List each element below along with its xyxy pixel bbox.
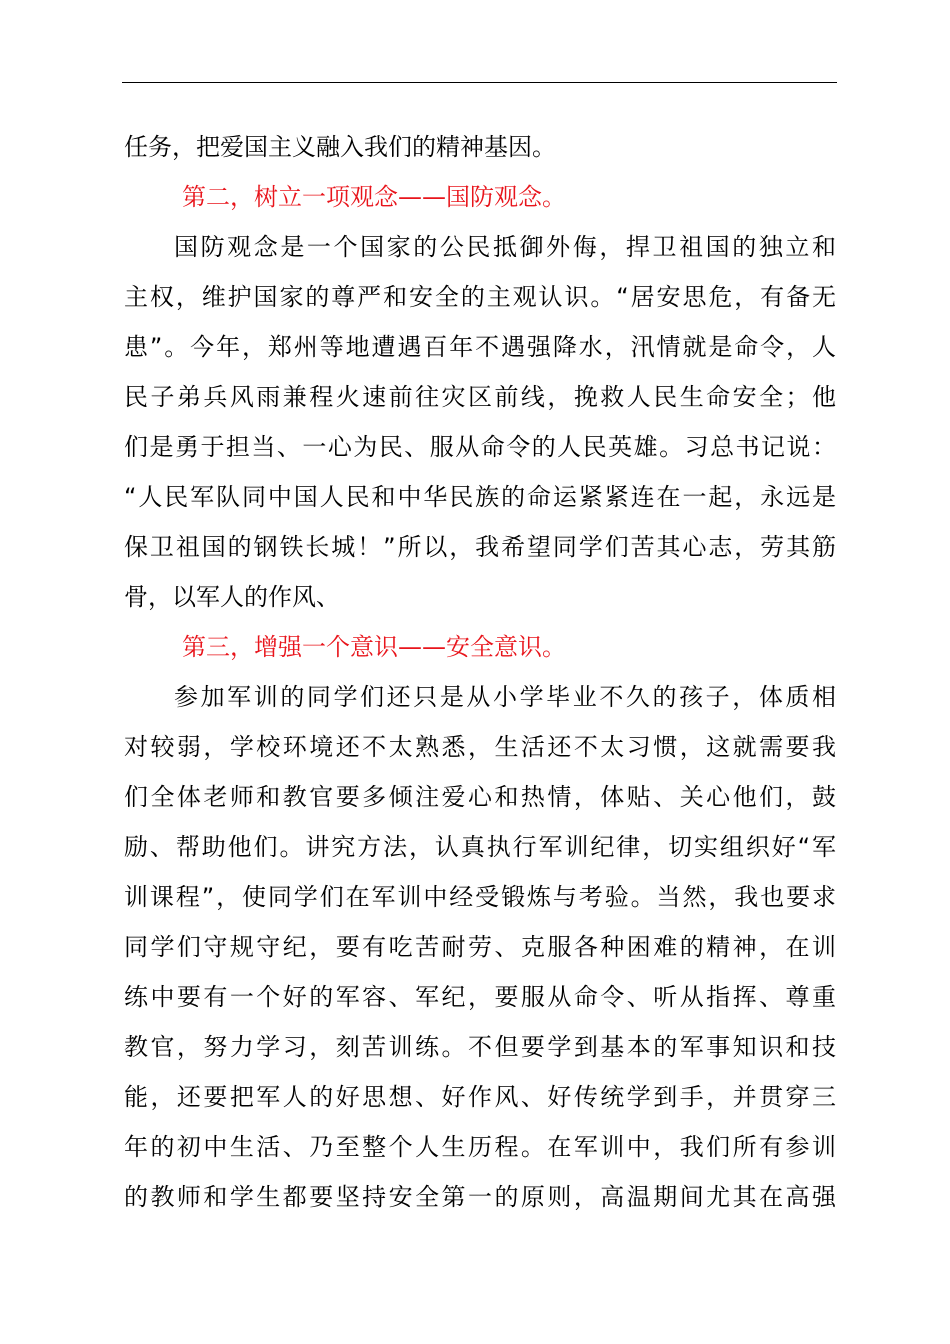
text-line: 主权，维护国家的尊严和安全的主观认识。“居安思危，有备无: [124, 283, 836, 311]
section-heading-3: 第三，增强一个意识——安全意识。: [182, 633, 566, 661]
section-heading-2: 第二，树立一项观念——国防观念。: [182, 183, 566, 211]
text-line: 保卫祖国的钢铁长城！”所以，我希望同学们苦其心志，劳其筋: [124, 533, 836, 561]
text-line: 参加军训的同学们还只是从小学毕业不久的孩子，体质相: [174, 683, 836, 711]
header-rule: [122, 82, 837, 83]
text-line: 对较弱，学校环境还不太熟悉，生活还不太习惯，这就需要我: [124, 733, 836, 761]
text-line: 训课程”，使同学们在军训中经受锻炼与考验。当然，我也要求: [124, 883, 836, 911]
text-line: 们全体老师和教官要多倾注爱心和热情，体贴、关心他们，鼓: [124, 783, 836, 811]
text-line: 练中要有一个好的军容、军纪，要服从命令、听从指挥、尊重: [124, 983, 836, 1011]
text-line: 骨，以军人的作风、: [124, 583, 340, 611]
text-line: 励、帮助他们。讲究方法，认真执行军训纪律，切实组织好“军: [124, 833, 836, 861]
text-line: 任务，把爱国主义融入我们的精神基因。: [124, 133, 556, 161]
text-line: 同学们守规守纪，要有吃苦耐劳、克服各种困难的精神，在训: [124, 933, 836, 961]
text-line: 的教师和学生都要坚持安全第一的原则，高温期间尤其在高强: [124, 1183, 836, 1211]
text-line: 年的初中生活、乃至整个人生历程。在军训中，我们所有参训: [124, 1133, 836, 1161]
document-body: [124, 122, 836, 1222]
text-line: 能，还要把军人的好思想、好作风、好传统学到手，并贯穿三: [124, 1083, 836, 1111]
text-line: 患”。今年，郑州等地遭遇百年不遇强降水，汛情就是命令，人: [124, 333, 836, 361]
text-line: 民子弟兵风雨兼程火速前往灾区前线，挽救人民生命安全；他: [124, 383, 836, 411]
text-line: 们是勇于担当、一心为民、服从命令的人民英雄。习总书记说：: [124, 433, 836, 461]
text-line: “人民军队同中国人民和中华民族的命运紧紧连在一起，永远是: [124, 483, 836, 511]
text-line: 国防观念是一个国家的公民抵御外侮，捍卫祖国的独立和: [174, 233, 836, 261]
text-line: 教官，努力学习，刻苦训练。不但要学到基本的军事知识和技: [124, 1033, 836, 1061]
